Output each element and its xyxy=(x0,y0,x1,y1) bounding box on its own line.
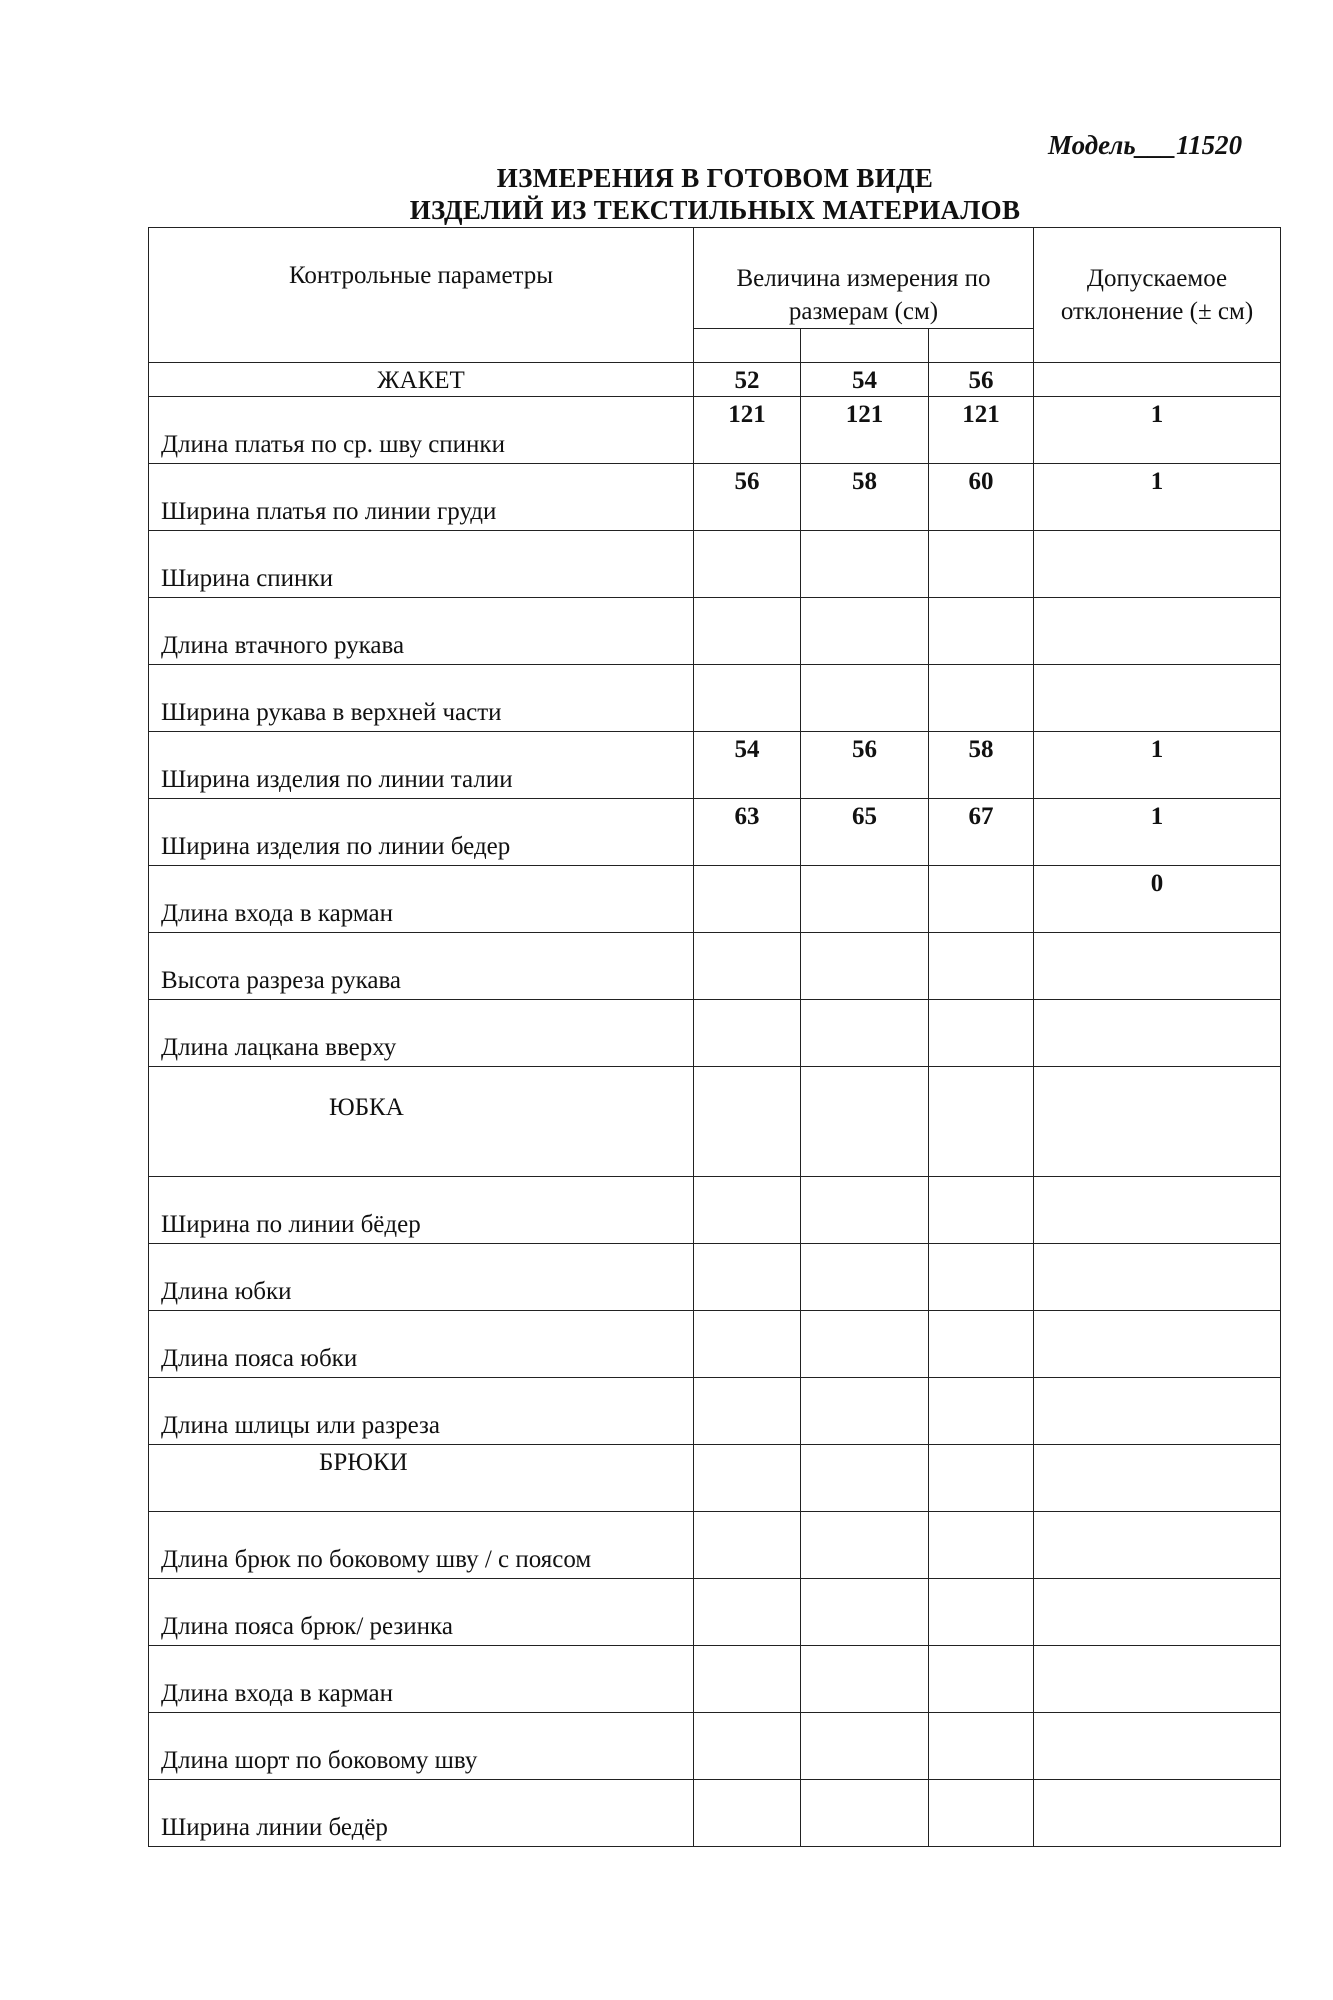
table-row xyxy=(149,1512,1281,1579)
table-row xyxy=(149,1177,1281,1244)
row-tolerance xyxy=(1034,665,1281,732)
row-tolerance: 0 xyxy=(1034,866,1281,933)
table-row xyxy=(149,531,1281,598)
blank-cell xyxy=(929,1378,1034,1445)
blank-cell xyxy=(929,1244,1034,1311)
row-value-size-54 xyxy=(801,531,929,598)
blank-cell xyxy=(694,1067,801,1177)
blank-cell xyxy=(801,1445,929,1512)
blank-cell xyxy=(694,1378,801,1445)
row-parameter-name: Ширина рукава в верхней части xyxy=(149,665,694,732)
row-parameter-name: Длина юбки xyxy=(149,1244,694,1311)
table-row xyxy=(149,1579,1281,1646)
table-row xyxy=(149,933,1281,1000)
row-parameter-name: Длина шлицы или разреза xyxy=(149,1378,694,1445)
row-parameter-name: Ширина по линии бёдер xyxy=(149,1177,694,1244)
blank-cell xyxy=(801,1311,929,1378)
blank-cell xyxy=(694,1780,801,1847)
row-value-size-52 xyxy=(694,665,801,732)
blank-cell xyxy=(801,1713,929,1780)
blank-cell xyxy=(801,1244,929,1311)
document-title-line-1: ИЗМЕРЕНИЯ В ГОТОВОМ ВИДЕ xyxy=(496,163,934,193)
blank-cell xyxy=(801,1780,929,1847)
blank-cell xyxy=(1034,1445,1281,1512)
table-row xyxy=(149,1713,1281,1780)
blank-cell xyxy=(929,1579,1034,1646)
row-tolerance: 1 xyxy=(1034,799,1281,866)
blank-cell xyxy=(929,1512,1034,1579)
table-row xyxy=(149,1000,1281,1067)
row-value-size-52 xyxy=(694,866,801,933)
row-value-size-52: 121 xyxy=(694,397,801,464)
row-value-size-56 xyxy=(929,933,1034,1000)
row-parameter-name: Длина шорт по боковому шву xyxy=(149,1713,694,1780)
row-parameter-name: Длина входа в карман xyxy=(149,866,694,933)
sizes-column-header: Величина измерения по размерам (см) xyxy=(694,228,1034,329)
table-row xyxy=(149,1244,1281,1311)
table-row xyxy=(149,732,1281,799)
blank-cell xyxy=(1034,1646,1281,1713)
row-tolerance xyxy=(1034,531,1281,598)
blank-cell xyxy=(801,1512,929,1579)
blank-cell xyxy=(801,1067,929,1177)
row-value-size-56 xyxy=(929,665,1034,732)
blank-cell xyxy=(694,1311,801,1378)
params-column-header: Контрольные параметры xyxy=(149,228,694,363)
row-parameter-name: Ширина платья по линии груди xyxy=(149,464,694,531)
section-title-trousers: БРЮКИ xyxy=(149,1445,694,1512)
section-title-jacket: ЖАКЕТ xyxy=(149,363,694,397)
blank-cell xyxy=(929,1713,1034,1780)
blank-cell xyxy=(929,1311,1034,1378)
blank-cell xyxy=(801,1646,929,1713)
row-value-size-54: 56 xyxy=(801,732,929,799)
row-value-size-54: 65 xyxy=(801,799,929,866)
table-row xyxy=(149,598,1281,665)
row-value-size-52 xyxy=(694,1000,801,1067)
row-parameter-name: Ширина линии бедёр xyxy=(149,1780,694,1847)
blank-cell xyxy=(801,1579,929,1646)
blank-cell xyxy=(929,1445,1034,1512)
table-row xyxy=(149,1378,1281,1445)
row-tolerance: 1 xyxy=(1034,397,1281,464)
blank-cell xyxy=(694,1512,801,1579)
row-parameter-name: Длина пояса брюк/ резинка xyxy=(149,1579,694,1646)
row-value-size-54: 58 xyxy=(801,464,929,531)
row-parameter-name: Высота разреза рукава xyxy=(149,933,694,1000)
table-row xyxy=(149,1780,1281,1847)
table-row xyxy=(149,1646,1281,1713)
blank-cell xyxy=(929,1177,1034,1244)
model-number: Модель___11520 xyxy=(1048,130,1243,160)
blank-cell xyxy=(929,329,1034,363)
section-title-skirt: ЮБКА xyxy=(149,1067,694,1177)
tolerance-column-header: Допускаемое отклонение (± см) xyxy=(1034,228,1281,363)
table-row xyxy=(149,665,1281,732)
row-value-size-52 xyxy=(694,598,801,665)
row-value-size-54: 121 xyxy=(801,397,929,464)
table-row xyxy=(149,799,1281,866)
table-row xyxy=(149,464,1281,531)
blank-cell xyxy=(1034,1512,1281,1579)
row-value-size-52: 63 xyxy=(694,799,801,866)
measurements-table xyxy=(148,227,1281,1847)
header-row xyxy=(149,228,1281,329)
row-tolerance xyxy=(1034,933,1281,1000)
jacket-section-row xyxy=(149,363,1281,397)
blank-cell xyxy=(801,329,929,363)
blank-cell xyxy=(929,1646,1034,1713)
size-52: 52 xyxy=(694,363,801,397)
skirt-rows xyxy=(149,1177,1281,1445)
row-value-size-56: 67 xyxy=(929,799,1034,866)
blank-cell xyxy=(694,1713,801,1780)
skirt-section-row xyxy=(149,1067,1281,1177)
table-row xyxy=(149,397,1281,464)
table-row xyxy=(149,866,1281,933)
row-value-size-56 xyxy=(929,598,1034,665)
row-parameter-name: Длина входа в карман xyxy=(149,1646,694,1713)
jacket-rows xyxy=(149,397,1281,1067)
blank-cell xyxy=(1034,1067,1281,1177)
row-value-size-56: 58 xyxy=(929,732,1034,799)
row-value-size-54 xyxy=(801,866,929,933)
row-parameter-name: Ширина спинки xyxy=(149,531,694,598)
row-parameter-name: Длина пояса юбки xyxy=(149,1311,694,1378)
row-value-size-52 xyxy=(694,933,801,1000)
row-value-size-56: 121 xyxy=(929,397,1034,464)
blank-cell xyxy=(1034,1579,1281,1646)
blank-cell xyxy=(801,1378,929,1445)
blank-cell xyxy=(929,1780,1034,1847)
blank-cell xyxy=(929,1067,1034,1177)
row-value-size-54 xyxy=(801,598,929,665)
size-56: 56 xyxy=(929,363,1034,397)
row-parameter-name: Ширина изделия по линии талии xyxy=(149,732,694,799)
blank-cell xyxy=(1034,1244,1281,1311)
row-value-size-56 xyxy=(929,531,1034,598)
blank-cell xyxy=(694,1445,801,1512)
row-value-size-54 xyxy=(801,933,929,1000)
blank-cell xyxy=(1034,1378,1281,1445)
blank-cell xyxy=(1034,1311,1281,1378)
row-tolerance: 1 xyxy=(1034,464,1281,531)
row-value-size-56 xyxy=(929,1000,1034,1067)
blank-cell xyxy=(694,1646,801,1713)
row-value-size-56 xyxy=(929,866,1034,933)
row-parameter-name: Длина лацкана вверху xyxy=(149,1000,694,1067)
row-value-size-54 xyxy=(801,665,929,732)
row-value-size-56: 60 xyxy=(929,464,1034,531)
blank-cell xyxy=(1034,363,1281,397)
row-value-size-54 xyxy=(801,1000,929,1067)
row-value-size-52: 54 xyxy=(694,732,801,799)
row-parameter-name: Длина брюк по боковому шву / с поясом xyxy=(149,1512,694,1579)
blank-cell xyxy=(1034,1780,1281,1847)
blank-cell xyxy=(801,1177,929,1244)
row-tolerance xyxy=(1034,1000,1281,1067)
table-row xyxy=(149,1311,1281,1378)
row-tolerance: 1 xyxy=(1034,732,1281,799)
blank-cell xyxy=(694,1177,801,1244)
blank-cell xyxy=(1034,1713,1281,1780)
blank-cell xyxy=(694,1579,801,1646)
trousers-section-row xyxy=(149,1445,1281,1512)
row-parameter-name: Длина втачного рукава xyxy=(149,598,694,665)
row-tolerance xyxy=(1034,598,1281,665)
row-value-size-52 xyxy=(694,531,801,598)
blank-cell xyxy=(694,1244,801,1311)
blank-cell xyxy=(1034,1177,1281,1244)
blank-cell xyxy=(694,329,801,363)
size-54: 54 xyxy=(801,363,929,397)
document-title-line-2: ИЗДЕЛИЙ ИЗ ТЕКСТИЛЬНЫХ МАТЕРИАЛОВ xyxy=(409,195,1021,225)
row-parameter-name: Ширина изделия по линии бедер xyxy=(149,799,694,866)
row-parameter-name: Длина платья по ср. шву спинки xyxy=(149,397,694,464)
trousers-rows xyxy=(149,1512,1281,1847)
row-value-size-52: 56 xyxy=(694,464,801,531)
